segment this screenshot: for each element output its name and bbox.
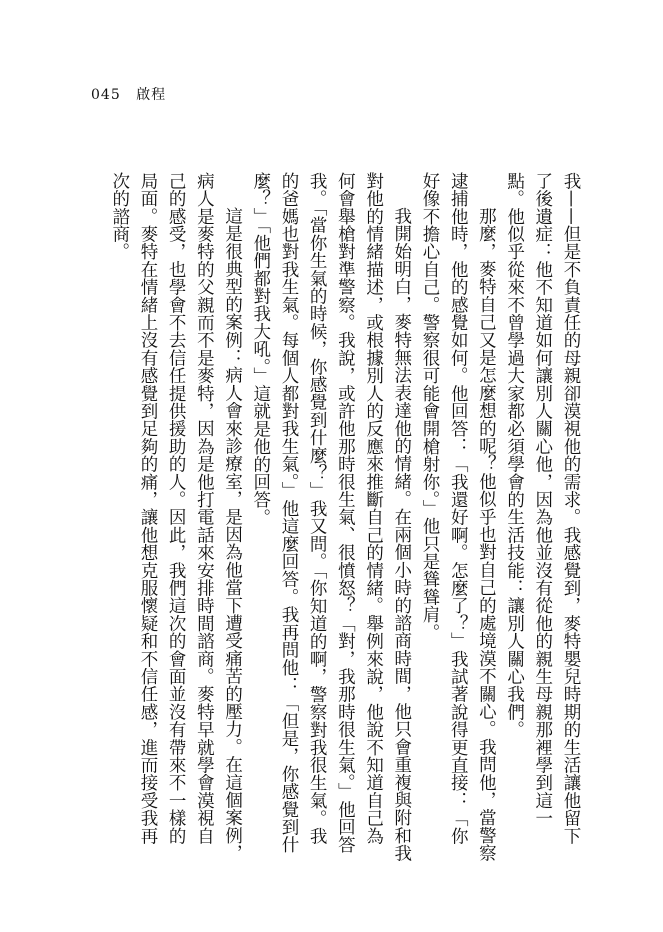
paragraph-2: 那麼，麥特自己又是怎麼想的呢？他似乎也對自己的處境漠不關心。我問他，當警察逮捕他時，他的感覺如何。他回答：「我還好啊。怎麼了？」我試著說得更直接：「你好像不擔心自己。警察很可能會開槍射你。」他只是聳聳肩。	[419, 172, 497, 862]
paragraph-1: 我——但是不負責任的母親卻漠視他的需求。我感覺到，麥特嬰兒時期的生活讓他留下了後遺症：他不知道如何讓別人關心他，因為他並沒有從他的親生母親那裡學到這一點。他似乎從來不曾學過大家都必須學會的生活技能：讓別人關心我們。	[504, 172, 581, 845]
chapter-title: 啟程	[136, 87, 167, 103]
paragraph-4: 這是很典型的案例：病人會來診療室，是因為他當下遭受痛苦的壓力。在這個案例，病人是麥特的父親而不是麥特，因為是他打電話來安排時間諮商。麥特早就學會漠視自己的感受，也學會不去信任提供援助的人。因此，我們這次的會面並沒有帶來不一樣的局面。麥特在情緒上沒有感覺到足夠的痛，讓他想克服懷疑和不信任感，進而接受我再次的諮商。	[109, 172, 243, 862]
running-head	[91, 84, 166, 104]
body-text	[90, 172, 585, 862]
page-number: 045	[91, 87, 121, 103]
paragraph-3: 我開始明白，麥特無法表達他的情緒。在兩個小時的諮商時間，他只會重複與附和我對他的情緒描述，或根據別人的反應來推斷自己的情緒。舉例來說，他說不知道自己為何會舉槍對準警察。我說，或許他那時很生氣、很憤怒？「對，我那時很生氣。」他回答我。「當你生氣的時候，你感覺到什麼？」我又問。「你知道的啊，警察對我很生氣。我的爸媽也對我生氣。每個人都對我生氣。」他這麼回答。我再問他：「但是，你感覺到什麼？」「他們都對我大吼。」這就是他的回答。	[250, 172, 412, 862]
